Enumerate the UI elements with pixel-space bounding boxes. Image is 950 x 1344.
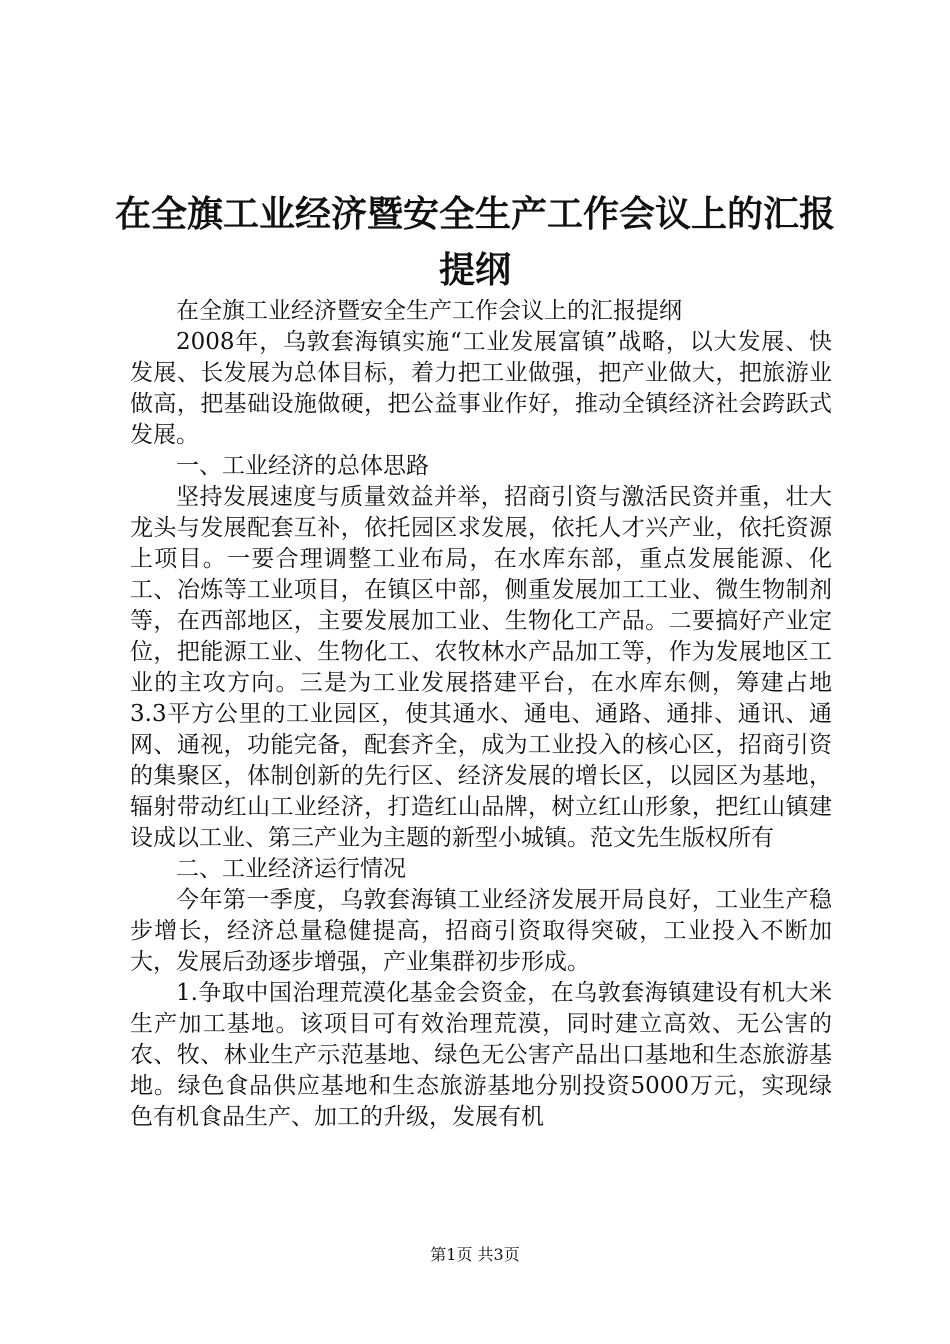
page-footer: 第1页 共3页 xyxy=(430,1245,520,1264)
section-heading-1: 一、工业经济的总体思路 xyxy=(176,453,429,479)
section-heading-2: 二、工业经济运行情况 xyxy=(176,856,406,882)
document-body xyxy=(130,296,832,1133)
paragraph-intro: 2008年，乌敦套海镇实施“工业发展富镇”战略，以大发展、快发展、长发展为总体目标，着力把工业做强，把产业做大，把旅游业做高，把基础设施做硬，把公益事业作好，推动全镇经济社会跨跃式发展。 xyxy=(130,329,832,448)
paragraph-item-1: 1.争取中国治理荒漠化基金会资金，在乌敦套海镇建设有机大米生产加工基地。该项目可有效治理荒漠，同时建立高效、无公害的农、牧、林业生产示范基地、绿色无公害产品出口基地和生态旅游基地。绿色食品供应基地和生态旅游基地分别投资5000万元，实现绿色有机食品生产、加工的升级，发展有机 xyxy=(130,980,832,1130)
paragraph-subtitle: 在全旗工业经济暨安全生产工作会议上的汇报提纲 xyxy=(176,298,682,324)
paragraph-section-2: 今年第一季度，乌敦套海镇工业经济发展开局良好，工业生产稳步增长，经济总量稳健提高，招商引资取得突破，工业投入不断加大，发展后劲逐步增强，产业集群初步形成。 xyxy=(130,887,832,975)
paragraph-section-1: 坚持发展速度与质量效益并举，招商引资与激活民资并重，壮大龙头与发展配套互补，依托园区求发展，依托人才兴产业，依托资源上项目。一要合理调整工业布局，在水库东部，重点发展能源、化工、冶炼等工业项目，在镇区中部，侧重发展加工工业、微生物制剂等，在西部地区，主要发展加工业、生物化工产品。二要搞好产业定位，把能源工业、生物化工、农牧林水产品加工等，作为发展地区工业的主攻方向。三是为工业发展搭建平台，在水库东侧，筹建占地3.3平方公里的工业园区，使其通水、通电、通路、通排、通讯、通网、通视，功能完备，配套齐全，成为工业投入的核心区，招商引资的集聚区，体制创新的先行区、经济发展的增长区，以园区为基地，辐射带动红山工业经济，打造红山品牌，树立红山形象，把红山镇建设成以工业、第三产业为主题的新型小城镇。范文先生版权所有 xyxy=(130,484,832,851)
document-title: 在全旗工业经济暨安全生产工作会议上的汇报提纲 xyxy=(114,193,835,291)
